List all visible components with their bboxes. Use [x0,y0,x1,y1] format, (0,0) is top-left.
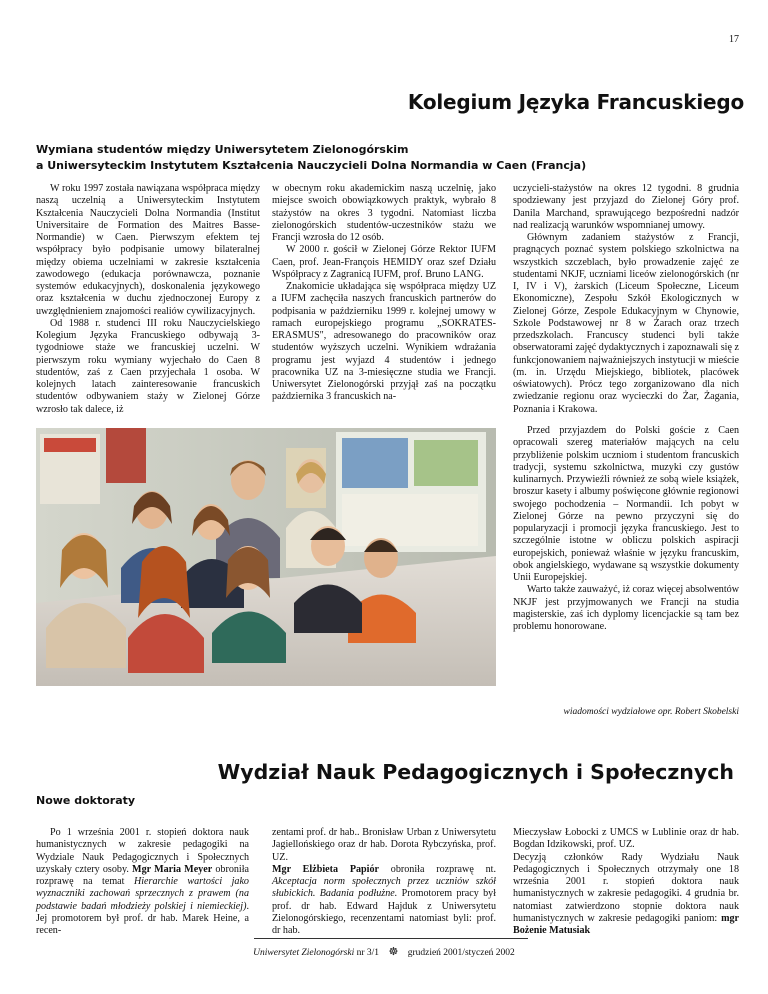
section-title-wydzial: Wydział Nauk Pedagogicznych i Społecznych [217,760,734,784]
paragraph: Mieczysław Łobocki z UMCS w Lublinie oraz dr hab. Bogdan Idzikowski, prof. UZ. Decyzją członków Rady Wydziału Nauk Pedagogicznych i Społecznych otrzymały one 18 września 2001 r. stopień doktora nauk humanistycznych w zakresie pedagogiki. 4 grudnia br. natomiast zatwierdzono stopnie doktora nauk humanistycznych w zakresie pedagogiki paniom: mgr Bożenie Matusiak [513,827,739,936]
article-column-3 [513,827,739,937]
footer-publication: Uniwersytet Zielonogórski [253,948,355,958]
footer-date: grudzień 2001/styczeń 2002 [407,948,515,958]
paragraph: Od 1988 r. studenci III roku Nauczycielskiego Kolegium Języka Francuskiego odbywają 3-tygodniowe staże we francuskiej uczelni. W pierwszym roku wymiany wyjechało do Caen 8 studentów, zaś z Caen przyjechała 1 osoba. W kolejnych latach zainteresowanie francuskich studentów odbywaniem staży w Zielonej Górze wzrosło tak dalece, iż [36,317,260,415]
article-column-2 [272,827,496,937]
paragraph: Przed przyjazdem do Polski goście z Caen opracowali szereg materiałów mających na celu przybliżenie polskim uczniom i studentom francuskich tradycji, systemu szkolnictwa, muzyki czy gustów kulinarnych. Przywieźli również ze sobą wiele książek, broszur kasety i albumy poświęcone głównie regionowi swojego pochodzenia – Normandii. Ich pobyt w Zielonej Górze na pewno przyczyni się do popularyzacji i promocji języka francuskiego. Jest to szczególnie istotne w obliczu polskich aspiracji europejskich, ponieważ właśnie w języku francuskim, obok angielskiego, wydawane są wszystkie dokumenty Unii Europejskiej. [513,425,739,583]
paragraph: Głównym zadaniem stażystów z Francji, pragnących poznać system polskiego szkolnictwa na wszystkich szczeblach, było prowadzenie zajęć ze studentami NKJF, uczniami liceów zielonogórskich (nr I, IV i V), żarskich (Liceum Społeczne, Liceum Ekonomiczne), Zespołu Szkół Ekologicznych w Zielonej Górze, Zespole Edukacyjnym w Chynowie, Szkole Podstawowej nr 8 w Żarach oraz trzech przedszkolach. Francuscy studenci byli także obserwatorami zajęć dydaktycznych i zapoznawali się z funkcjonowaniem najważniejszych instytucji w mieście (m. in. Urzędu Miejskiego, bibliotek, placówek oświatowych). Prócz tego zorganizowano dla nich zwiedzanie regionu oraz wycieczki do Żar, Żagania, Poznania i Krakowa. [513,232,739,415]
paragraph: w obecnym roku akademickim naszą uczelnię, jako miejsce swoich obowiązkowych praktyk, wybrało 8 stażystów na okres 3 tygodni. Natomiast liczba zielonogórskich studentów-uczestników stażu we Francji wzrosła do 12 osób. [272,183,496,243]
paragraph: zentami prof. dr hab.. Bronisław Urban z Uniwersytetu Jagiellońskiego oraz dr hab. Dorota Rybczyńska, prof. UZ. Mgr Elżbieta Papiór obroniła rozprawę nt. Akceptacja norm społecznych przez uczniów szkół słubickich. Badania podłużne. Promotorem pracy był prof. dr hab. Edward Hajduk z Uniwersytetu Zielonogórskiego, recenzentami natomiast byli: prof. dr hab. [272,827,496,936]
footer-rule [254,938,528,939]
subheading-new-doctorates: Nowe doktoraty [36,794,136,807]
article-column-1 [36,183,260,416]
paragraph: Warto także zauważyć, iż coraz więcej absolwentów NKJF jest przyjmowanych we Francji na studia magisterskie, zaś ich dyplomy licencjackie są tam bez problemu honorowane. [513,584,739,632]
article-column-3 [513,183,739,416]
group-photo [36,428,496,686]
editor-credit: wiadomości wydziałowe opr. Robert Skobelski [563,707,739,717]
paragraph: uczycieli-stażystów na okres 12 tygodni. 8 grudnia spodziewany jest przyjazd do Zielonej Góry prof. Danila Marchand, sprawującego bezpośredni nadzór nad realizacją warunków wspomnianej umowy. [513,183,739,231]
paragraph: W 2000 r. gościł w Zielonej Górze Rektor IUFM Caen, prof. Jean-François HEMIDY oraz szef Działu Współpracy z Zagranicą IUFM, prof. Bruno LANG. [272,244,496,280]
subtitle-line-2: a Uniwersyteckim Instytutem Kształcenia Nauczycieli Dolna Normandia w Caen (Francja) [36,159,587,172]
article-subtitle [36,142,586,174]
subtitle-line-1: Wymiana studentów między Uniwersytetem Zielonogórskim [36,143,409,156]
footer-issue: nr 3/1 [356,948,380,958]
article-column-1 [36,827,249,937]
paragraph: W roku 1997 została nawiązana współpraca między naszą uczelnią a Uniwersyteckim Instytutem Kształcenia Nauczycieli Dolna Normandia (Institut Universitaire de Formation des Maitres Basse-Normandie) w Caen. Pierwszym efektem tej współpracy było podpisanie umowy bilateralnej między obiema uczelniami w zakresie kształcenia zawodowego (edukacja porównawcza, poznanie systemów edukacyjnych), doskonalenia językowego oraz kształcenia w duchu zjednoczonej Europy z uwzględnieniem znajomości realiów cywilizacyjnych. [36,183,260,317]
section-title-kolegium: Kolegium Języka Francuskiego [407,90,744,114]
article-column-3-continued [513,425,739,633]
paragraph: Po 1 września 2001 r. stopień doktora nauk humanistycznych w zakresie pedagogiki na Wydziale Nauk Pedagogicznych i Społecznych uzyskały cztery osoby. Mgr Maria Meyer obroniła rozprawę na temat Hierarchie wartości jako wyznaczniki zachowań sprzecznych z prawem (na podstawie badań młodzieży polskiej i niemieckiej). Jej promotorem był prof. dr hab. Marek Heine, a recen- [36,827,249,936]
paragraph: Znakomicie układająca się współpraca między UZ a IUFM zachęciła naszych francuskich partnerów do podpisania w październiku 1999 r. kolejnej umowy w ramach europejskiego programu „SOKRATES-ERASMUS", adresowanego do pracowników oraz studentów wyższych uczelni. Wynikiem wdrażania programu jest wyjazd 4 studentów i jednego pracownika UZ na 3-miesięczne studia we Francji. Uniwersytet Zielonogórski przyjął zaś na początku października 3 francuskich na- [272,281,496,403]
footer-ornament-icon: ☸ [388,946,399,958]
page-number: 17 [729,34,739,45]
page-footer [0,945,768,958]
article-column-2 [272,183,496,404]
